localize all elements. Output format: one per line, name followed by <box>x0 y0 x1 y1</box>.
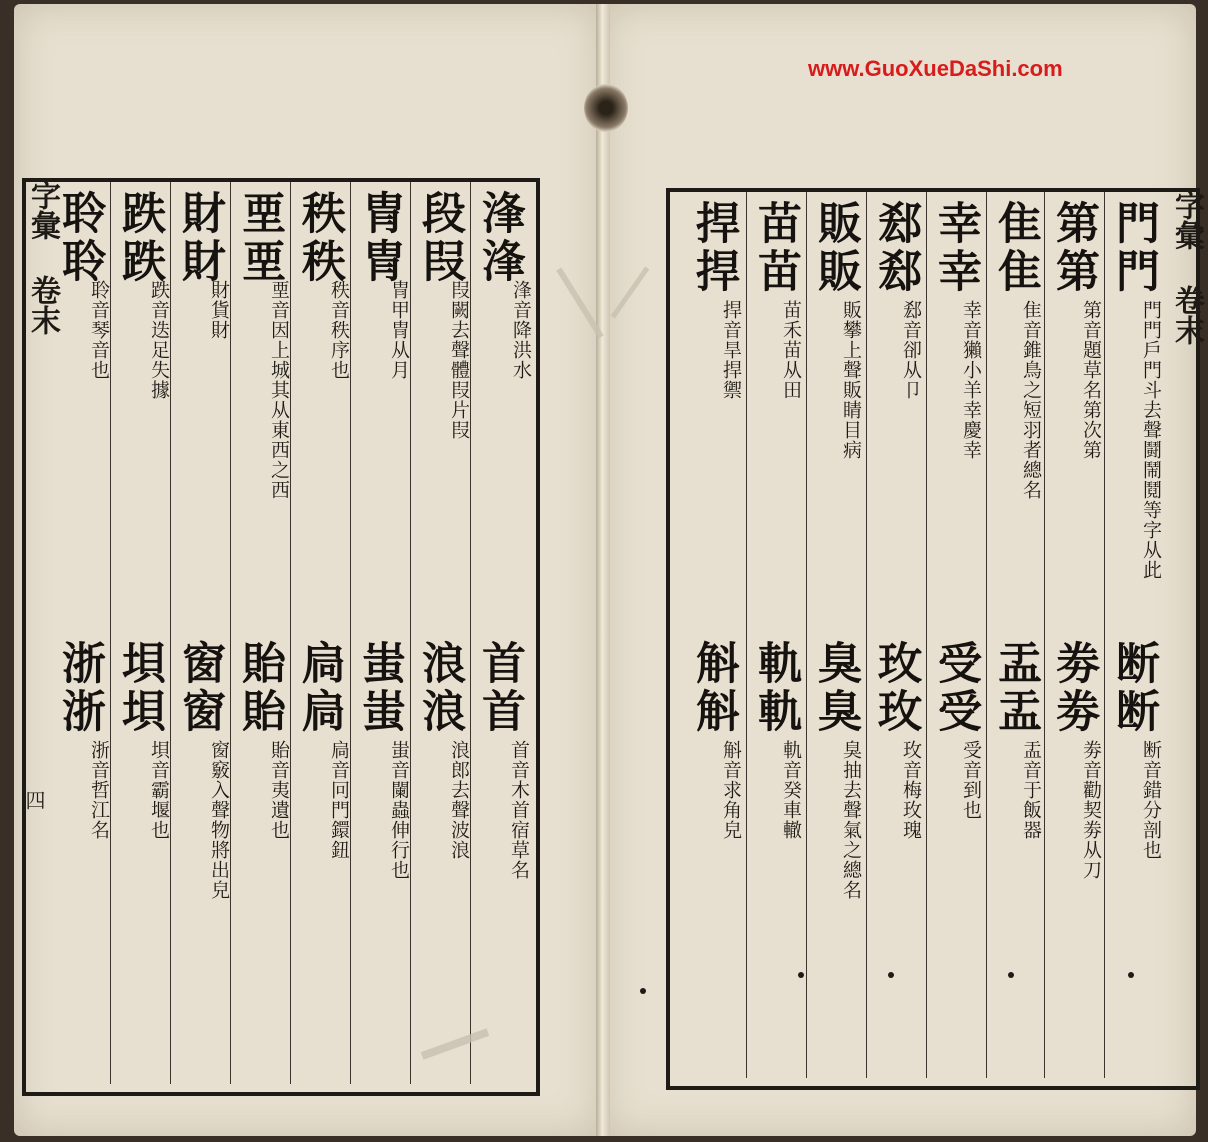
column-rule <box>350 182 417 1084</box>
entry-note: 扃音冋門鐶鈕 <box>328 740 350 860</box>
entry-note: 玫音梅玫瑰 <box>900 740 922 840</box>
entry-head: 跌跌 <box>114 190 165 286</box>
entry-head: 扃扃 <box>294 640 345 736</box>
entry-head: 軌軌 <box>750 640 801 736</box>
entry-note: 窗竅入聲物將出皃 <box>208 740 230 900</box>
entry-head: 斛斛 <box>688 640 739 736</box>
entry-head: 冑冑 <box>354 190 405 286</box>
entry-head: 段叚 <box>414 190 465 286</box>
ink-dot <box>1008 972 1014 978</box>
column-rule <box>806 192 873 1078</box>
column-rule <box>986 192 1053 1078</box>
entry-note: 幸音獺小羊幸慶幸 <box>960 300 982 460</box>
entry-note: 劵音勸契劵从刀 <box>1080 740 1102 880</box>
column-rule <box>746 192 813 1078</box>
book-gutter <box>596 4 610 1136</box>
left-folio: 四 <box>22 790 46 810</box>
entry-head: 浪浪 <box>414 640 465 736</box>
entry-note: 断音錯分剖也 <box>1140 740 1162 860</box>
entry-head: 受受 <box>930 640 981 736</box>
ink-dot <box>1128 972 1134 978</box>
entry-note: 垻音霸堰也 <box>148 740 170 840</box>
entry-head: 第第 <box>1048 200 1099 296</box>
column-rule <box>926 192 993 1078</box>
ink-dot <box>798 972 804 978</box>
column-rule <box>410 182 477 1084</box>
entry-note: 受音到也 <box>960 740 982 820</box>
left-margin-label: 字彙 卷末 <box>25 180 60 335</box>
binding-hole <box>584 84 628 132</box>
entry-note: 苗禾苗从田 <box>780 300 802 400</box>
entry-head: 秩秩 <box>294 190 345 286</box>
right-margin-label: 字彙 卷末 <box>1169 190 1204 345</box>
entry-head: 捍捍 <box>688 200 739 296</box>
entry-head: 玫玫 <box>870 640 921 736</box>
entry-note: 浲音降洪水 <box>510 280 532 380</box>
entry-note: 郄音卻从卩 <box>900 300 922 400</box>
entry-note: 財貨財 <box>208 280 230 340</box>
entry-note: 貽音夷遺也 <box>268 740 290 840</box>
entry-head: 劵劵 <box>1048 640 1099 736</box>
entry-note: 冑甲冑从月 <box>388 280 410 380</box>
entry-note: 盂音于飯器 <box>1020 740 1042 840</box>
entry-head: 断断 <box>1108 640 1159 736</box>
entry-head: 窗窗 <box>174 640 225 736</box>
entry-note: 首音木首宿草名 <box>508 740 530 880</box>
entry-note: 垔音因上城其从東西之西 <box>268 280 290 500</box>
entry-note: 叚闕去聲體叚片叚 <box>448 280 470 440</box>
entry-head: 臭臭 <box>810 640 861 736</box>
entry-head: 幸幸 <box>930 200 981 296</box>
entry-head: 垻垻 <box>114 640 165 736</box>
watermark: www.GuoXueDaShi.com <box>808 56 1063 81</box>
entry-note: 門門戶門斗去聲鬪鬧鬩等字从此 <box>1140 300 1162 580</box>
entry-note: 斛音求角皃 <box>720 740 742 840</box>
entry-note: 秩音秩序也 <box>328 280 350 380</box>
entry-note: 販攀上聲販睛目病 <box>840 300 862 460</box>
ink-dot <box>888 972 894 978</box>
entry-head: 門門 <box>1108 200 1159 296</box>
entry-note: 跌音迭足失據 <box>148 280 170 400</box>
entry-head: 財財 <box>174 190 225 286</box>
entry-note: 臭抽去聲氣之總名 <box>840 740 862 900</box>
column-rule <box>170 182 237 1084</box>
entry-head: 蚩蚩 <box>354 640 405 736</box>
column-rule <box>290 182 357 1084</box>
entry-note: 第音題草名第次第 <box>1080 300 1102 460</box>
entry-head: 隹隹 <box>990 200 1041 296</box>
column-rule <box>110 182 177 1084</box>
entry-note: 捍音旱捍禦 <box>720 300 742 400</box>
entry-head: 郄郄 <box>870 200 921 296</box>
entry-head: 貽貽 <box>234 640 285 736</box>
column-rule <box>1044 192 1111 1078</box>
entry-head: 盂盂 <box>990 640 1041 736</box>
entry-head: 苗苗 <box>750 200 801 296</box>
column-rule <box>230 182 297 1084</box>
entry-note: 浙音哲江名 <box>88 740 110 840</box>
entry-head: 垔垔 <box>234 190 285 286</box>
entry-note: 隹音錐鳥之短羽者總名 <box>1020 300 1042 500</box>
ink-dot <box>640 988 646 994</box>
entry-head: 聆聆 <box>54 190 105 286</box>
entry-note: 聆音琴音也 <box>88 280 110 380</box>
entry-head: 浲浲 <box>474 190 525 286</box>
entry-note: 蚩音闌蟲伸行也 <box>388 740 410 880</box>
column-rule <box>866 192 933 1078</box>
entry-head: 販販 <box>810 200 861 296</box>
column-rule <box>470 182 537 1084</box>
entry-head: 首首 <box>474 640 525 736</box>
entry-head: 浙浙 <box>54 640 105 736</box>
entry-note: 軌音癸車轍 <box>780 740 802 840</box>
column-rule <box>1104 192 1171 1078</box>
entry-note: 浪郎去聲波浪 <box>448 740 470 860</box>
